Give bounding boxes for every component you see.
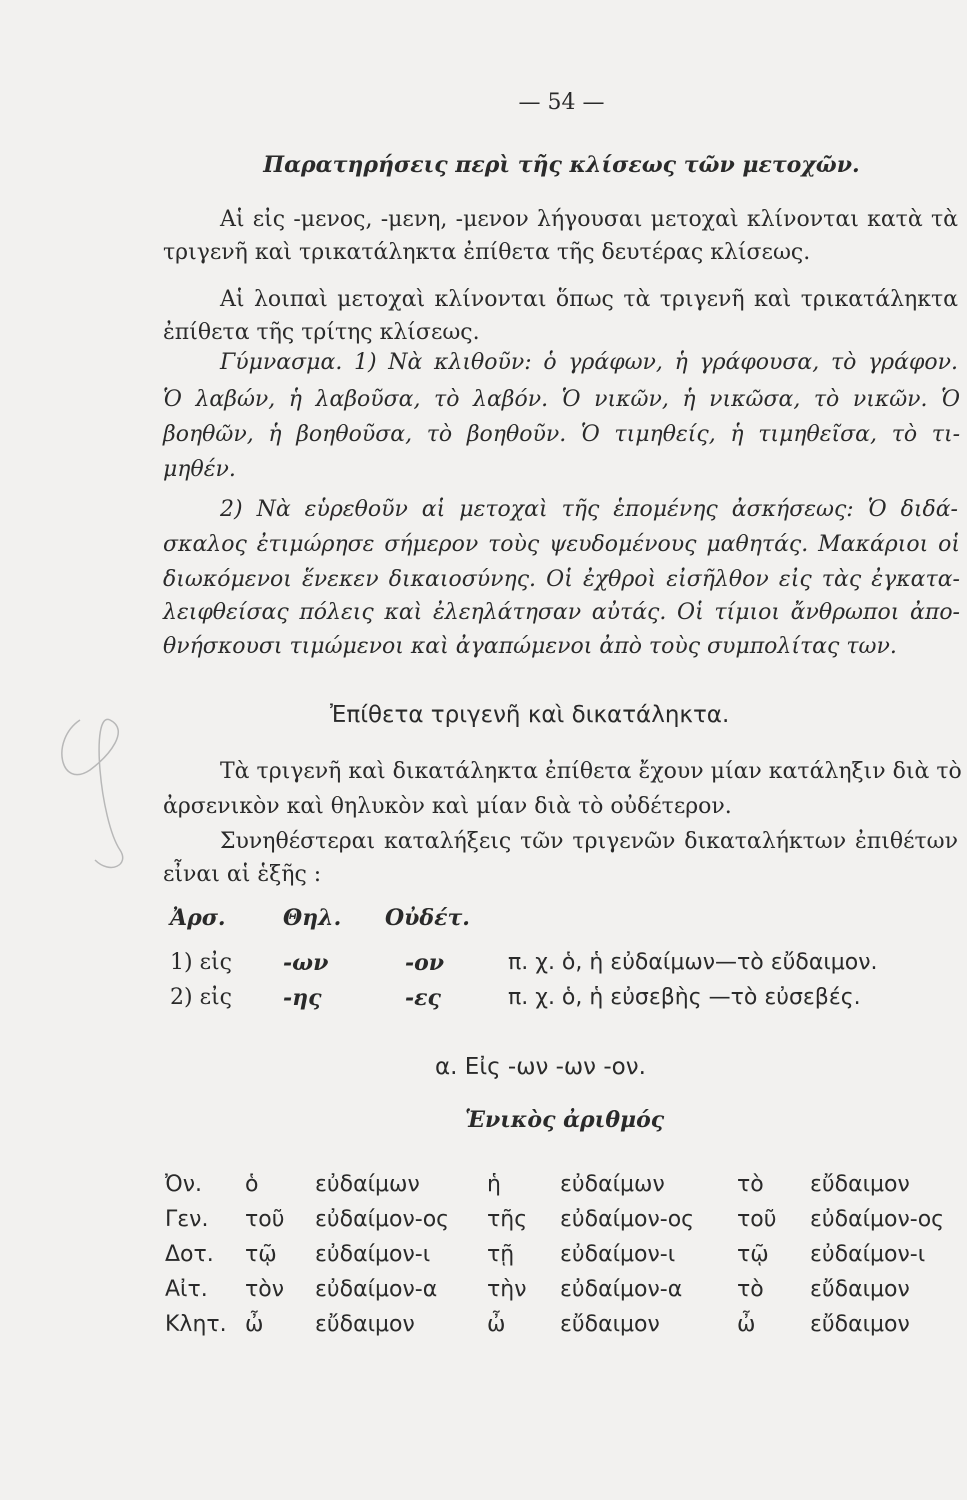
declension-cell: Ὀν. bbox=[165, 1172, 202, 1197]
declension-cell: Κλητ. bbox=[165, 1312, 227, 1337]
exercise2-line2: σκαλος ἐτιμώρησε σήμερον τοὺς ψευδομένους μαθητάς. Μακάριοι οἱ bbox=[163, 532, 960, 557]
declension-cell: τὴν bbox=[487, 1277, 527, 1302]
declension-cell: ἡ bbox=[487, 1172, 501, 1197]
number-title: Ἑνικὸς ἀριθμός bbox=[465, 1107, 665, 1133]
exercise2-line4: λειφθείσας πόλεις καὶ ἐλεηλάτησαν αὐτάς. Οἱ τίμιοι ἄνθρωποι ἀπο- bbox=[163, 600, 960, 625]
page-number: — 54 — bbox=[518, 90, 605, 115]
header-fem: Θηλ. bbox=[283, 905, 342, 931]
exercise1-line1: Γύμνασμα. 1) Νὰ κλιθοῦν: ὁ γράφων, ἡ γράφουσα, τὸ γράφον. bbox=[220, 350, 958, 375]
para1-line1: Αἱ εἰς -μενος, -μενη, -μενον λήγουσαι μετοχαὶ κλίνονται κατὰ τὰ bbox=[220, 207, 958, 232]
row1-example: π. χ. ὁ, ἡ εὐδαίμων—τὸ εὔδαιμον. bbox=[508, 950, 878, 975]
exercise2-line3: διωκόμενοι ἕνεκεν δικαιοσύνης. Οἱ ἐχθροὶ εἰσῆλθον εἰς τὰς ἐγκατα- bbox=[163, 567, 960, 592]
handwritten-mark-icon bbox=[40, 700, 150, 880]
declension-cell: τὸν bbox=[245, 1277, 284, 1302]
declension-cell: εὐδαίμων bbox=[560, 1172, 665, 1197]
declension-cell: εὔδαιμον bbox=[810, 1312, 910, 1337]
declension-cell: εὐδαίμον-ος bbox=[315, 1207, 450, 1232]
declension-cell: εὔδαιμον bbox=[810, 1277, 910, 1302]
declension-cell: ὁ bbox=[245, 1172, 259, 1197]
declension-cell: εὐδαίμον-ος bbox=[560, 1207, 695, 1232]
declension-cell: τοῦ bbox=[245, 1207, 285, 1232]
declension-cell: τῷ bbox=[245, 1242, 277, 1267]
declension-cell: εὐδαίμον-ος bbox=[810, 1207, 945, 1232]
row1-masc: -ων bbox=[283, 950, 329, 976]
row1-num: 1) εἰς bbox=[170, 950, 232, 975]
declension-cell: τὸ bbox=[737, 1277, 764, 1302]
exercise1-line3: βοηθῶν, ἡ βοηθοῦσα, τὸ βοηθοῦν. Ὁ τιμηθείς, ἡ τιμηθεῖσα, τὸ τι- bbox=[163, 422, 960, 447]
row2-example: π. χ. ὁ, ἡ εὐσεβὴς —τὸ εὐσεβές. bbox=[508, 985, 861, 1010]
declension-cell: Αἰτ. bbox=[165, 1277, 208, 1302]
declension-cell: εὐδαίμων bbox=[315, 1172, 420, 1197]
row1-neut: -ον bbox=[405, 950, 445, 976]
declension-cell: εὔδαιμον bbox=[810, 1172, 910, 1197]
subsection-title: α. Εἰς -ων -ων -ον. bbox=[435, 1054, 646, 1080]
exercise1-line2: Ὁ λαβών, ἡ λαβοῦσα, τὸ λαβόν. Ὁ νικῶν, ἡ νικῶσα, τὸ νικῶν. Ὁ bbox=[163, 387, 960, 412]
row2-num: 2) εἰς bbox=[170, 985, 232, 1010]
exercise2-line1: 2) Νὰ εὑρεθοῦν αἱ μετοχαὶ τῆς ἑπομένης ἀσκήσεως: Ὁ διδά- bbox=[220, 497, 958, 522]
para2-line1: Αἱ λοιπαὶ μετοχαὶ κλίνονται ὅπως τὰ τριγενῆ καὶ τρικατάληκτα bbox=[220, 287, 958, 312]
heading: Παρατηρήσεις περὶ τῆς κλίσεως τῶν μετοχῶν. bbox=[263, 152, 860, 178]
declension-cell: εὐδαίμον-ι bbox=[560, 1242, 676, 1267]
section-title: Ἐπίθετα τριγενῆ καὶ δικατάληκτα. bbox=[330, 702, 730, 728]
header-neut: Οὐδέτ. bbox=[385, 905, 470, 931]
declension-cell: τοῦ bbox=[737, 1207, 777, 1232]
para4-line2: εἶναι αἱ ἑξῆς : bbox=[163, 862, 322, 887]
row2-masc: -ης bbox=[283, 985, 322, 1011]
declension-cell: τῇ bbox=[487, 1242, 515, 1267]
declension-cell: Δοτ. bbox=[165, 1242, 214, 1267]
declension-cell: Γεν. bbox=[165, 1207, 209, 1232]
declension-cell: ὦ bbox=[245, 1312, 264, 1337]
declension-cell: ὦ bbox=[487, 1312, 506, 1337]
exercise2-line5: θνήσκουσι τιμώμενοι καὶ ἀγαπώμενοι ἀπὸ τοὺς συμπολίτας των. bbox=[163, 634, 897, 659]
para4-line1: Συνηθέστεραι καταλήξεις τῶν τριγενῶν δικαταλήκτων ἐπιθέτων bbox=[220, 829, 958, 854]
declension-cell: εὔδαιμον bbox=[315, 1312, 415, 1337]
para3-line1: Τὰ τριγενῆ καὶ δικατάληκτα ἐπίθετα ἔχουν μίαν κατάληξιν διὰ τὸ bbox=[220, 759, 962, 784]
row2-neut: -ες bbox=[405, 985, 441, 1011]
declension-cell: εὐδαίμον-α bbox=[315, 1277, 438, 1302]
declension-cell: τὸ bbox=[737, 1172, 764, 1197]
declension-cell: τῷ bbox=[737, 1242, 769, 1267]
declension-cell: εὐδαίμον-ι bbox=[810, 1242, 926, 1267]
para1-line2: τριγενῆ καὶ τρικατάληκτα ἐπίθετα τῆς δευτέρας κλίσεως. bbox=[163, 240, 811, 265]
declension-cell: τῆς bbox=[487, 1207, 528, 1232]
para3-line2: ἀρσενικὸν καὶ θηλυκὸν καὶ μίαν διὰ τὸ οὐδέτερον. bbox=[163, 794, 732, 819]
exercise1-line4: μηθέν. bbox=[163, 457, 236, 482]
para2-line2: ἐπίθετα τῆς τρίτης κλίσεως. bbox=[163, 320, 480, 345]
header-masc: Ἀρσ. bbox=[170, 905, 226, 931]
declension-cell: εὐδαίμον-ι bbox=[315, 1242, 431, 1267]
declension-cell: εὐδαίμον-α bbox=[560, 1277, 683, 1302]
declension-cell: ὦ bbox=[737, 1312, 756, 1337]
declension-cell: εὔδαιμον bbox=[560, 1312, 660, 1337]
